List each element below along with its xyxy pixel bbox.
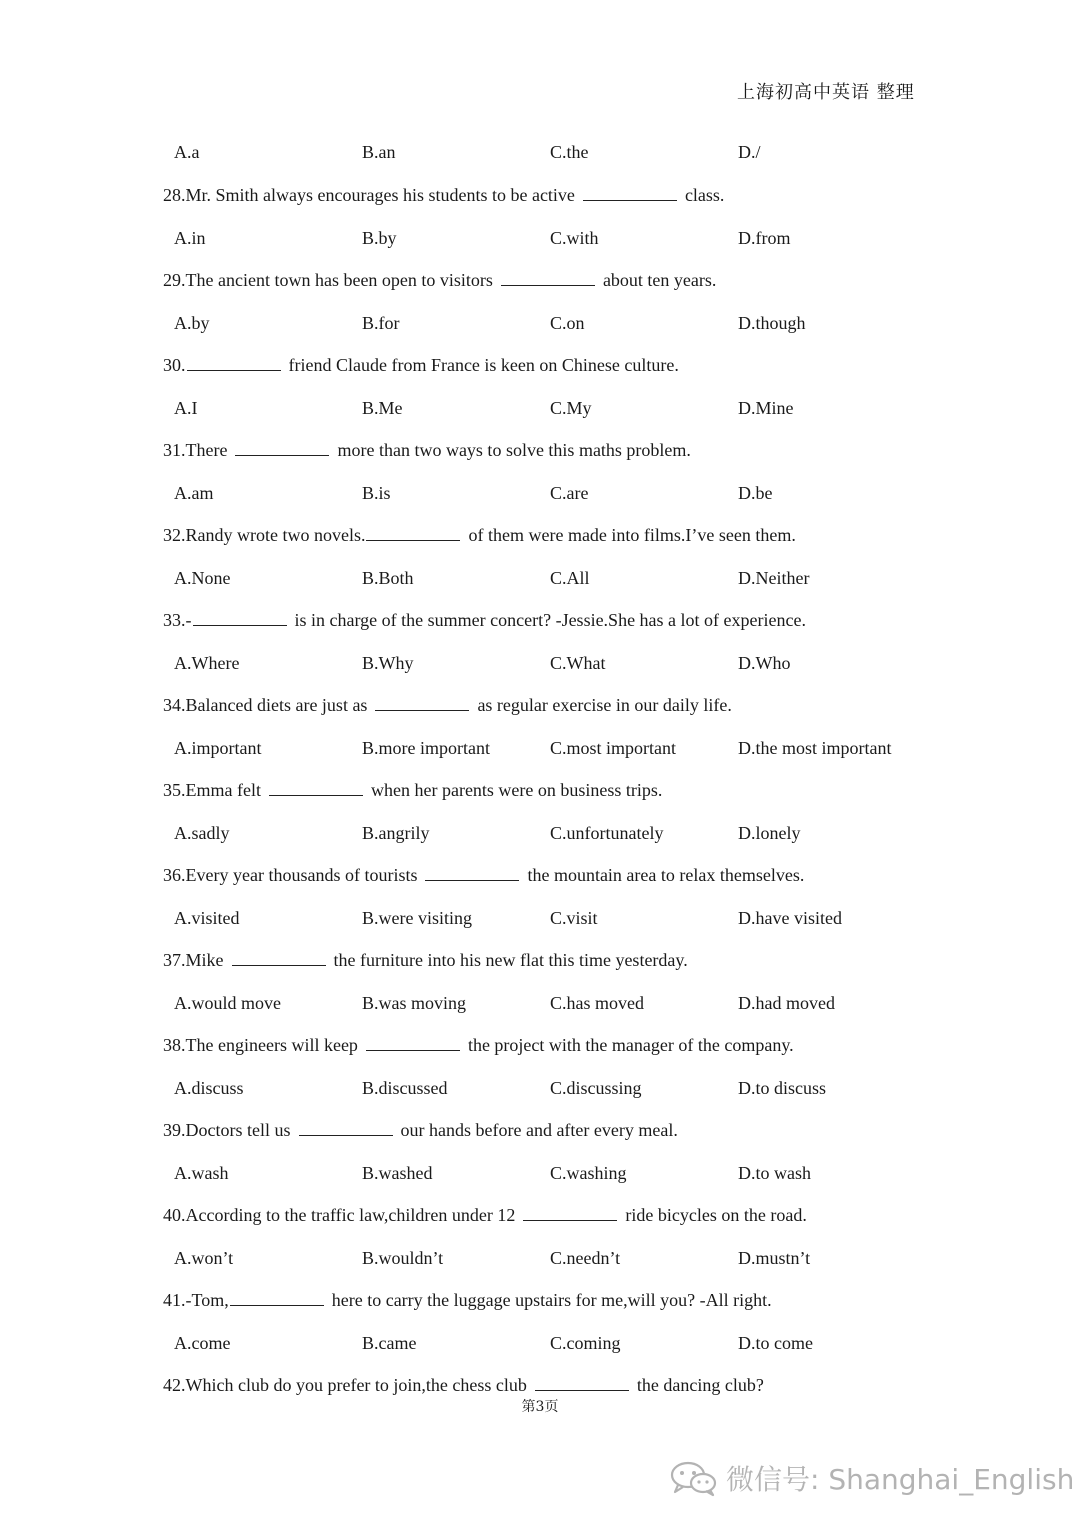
- question-continuation: of them were made into films.I’ve seen them.: [468, 525, 796, 545]
- option-c: C.unfortunately: [550, 823, 664, 843]
- option-d: D.had moved: [738, 993, 835, 1013]
- option-d: D.mustn’t: [738, 1248, 811, 1268]
- option-a: A.by: [174, 313, 210, 333]
- question-continuation: as regular exercise in our daily life.: [477, 695, 732, 715]
- question-stem: 32.Randy wrote two novels.: [163, 525, 366, 545]
- option-c: C.My: [550, 398, 592, 418]
- option-d: D.from: [738, 228, 791, 248]
- page-number: 第3页: [521, 1399, 559, 1415]
- question-line: [0, 180, 1080, 210]
- answer-blank[interactable]: [535, 1372, 629, 1391]
- option-a: A.in: [174, 228, 206, 248]
- option-c: C.with: [550, 228, 599, 248]
- question-line: [0, 775, 1080, 805]
- question-line: [0, 520, 1080, 550]
- option-d: D.to wash: [738, 1163, 811, 1183]
- option-a: A.would move: [174, 993, 281, 1013]
- answer-blank[interactable]: [366, 522, 460, 541]
- option-a: A.discuss: [174, 1078, 244, 1098]
- option-c: C.All: [550, 568, 590, 588]
- question-line: [0, 605, 1080, 635]
- option-c: C.visit: [550, 908, 598, 928]
- option-d: D.Neither: [738, 568, 810, 588]
- question-stem: 33.-: [163, 610, 192, 630]
- question-stem: 28.Mr. Smith always encourages his students to be active: [163, 185, 575, 205]
- question-continuation: more than two ways to solve this maths problem.: [337, 440, 691, 460]
- option-b: B.for: [362, 313, 400, 333]
- question-continuation: when her parents were on business trips.: [370, 780, 663, 800]
- answer-blank[interactable]: [299, 1117, 393, 1136]
- option-a: A.wash: [174, 1163, 229, 1183]
- option-row: [0, 988, 1080, 1018]
- option-d: D.have visited: [738, 908, 842, 928]
- question-continuation: friend Claude from France is keen on Chinese culture.: [288, 355, 679, 375]
- question-line: [0, 350, 1080, 380]
- option-row: [0, 1328, 1080, 1358]
- question-stem: 35.Emma felt: [163, 780, 261, 800]
- question-stem: 38.The engineers will keep: [163, 1035, 358, 1055]
- question-continuation: class.: [684, 185, 725, 205]
- option-row: [0, 308, 1080, 338]
- question-text: [163, 180, 724, 210]
- option-c: C.has moved: [550, 993, 644, 1013]
- answer-blank[interactable]: [187, 352, 281, 371]
- option-a: A.important: [174, 738, 262, 758]
- question-stem: 37.Mike: [163, 950, 224, 970]
- question-line: [0, 1030, 1080, 1060]
- question-text: [163, 265, 716, 295]
- wechat-icon: [668, 1459, 720, 1497]
- question-continuation: ride bicycles on the road.: [625, 1205, 807, 1225]
- question-line: [0, 1115, 1080, 1145]
- option-c: C.needn’t: [550, 1248, 621, 1268]
- option-row: [0, 393, 1080, 423]
- option-a: A.None: [174, 568, 231, 588]
- answer-blank[interactable]: [583, 182, 677, 201]
- option-b: B.were visiting: [362, 908, 472, 928]
- question-stem: 40.According to the traffic law,children under 12: [163, 1205, 516, 1225]
- question-stem: 34.Balanced diets are just as: [163, 695, 368, 715]
- page-header: 上海初高中英语 整理: [737, 82, 915, 103]
- question-continuation: is in charge of the summer concert? -Jessie.She has a lot of experience.: [294, 610, 806, 630]
- answer-blank[interactable]: [366, 1032, 460, 1051]
- option-a: A.I: [174, 398, 198, 418]
- question-stem: 30.: [163, 355, 186, 375]
- option-row: [0, 903, 1080, 933]
- option-a: A.won’t: [174, 1248, 234, 1268]
- question-line: [0, 860, 1080, 890]
- option-b: B.Both: [362, 568, 414, 588]
- question-stem: 29.The ancient town has been open to visitors: [163, 270, 493, 290]
- option-a: A.sadly: [174, 823, 230, 843]
- question-text: [163, 350, 679, 380]
- question-stem: 41.-Tom,: [163, 1290, 229, 1310]
- question-text: [163, 775, 662, 805]
- option-row: [0, 648, 1080, 678]
- option-b: B.by: [362, 228, 397, 248]
- option-d: D.to come: [738, 1333, 813, 1353]
- watermark-text: 微信号: Shanghai_English: [726, 1463, 1075, 1496]
- option-c: C.coming: [550, 1333, 621, 1353]
- answer-blank[interactable]: [501, 267, 595, 286]
- question-line: [0, 1285, 1080, 1315]
- question-text: [163, 860, 804, 890]
- option-c: C.the: [550, 142, 589, 162]
- option-c: C.discussing: [550, 1078, 642, 1098]
- option-row: [0, 223, 1080, 253]
- option-row: [0, 1243, 1080, 1273]
- option-a: A.Where: [174, 653, 240, 673]
- option-d: D.to discuss: [738, 1078, 827, 1098]
- question-line: [0, 690, 1080, 720]
- question-continuation: the furniture into his new flat this time yesterday.: [333, 950, 688, 970]
- option-b: B.angrily: [362, 823, 430, 843]
- answer-blank[interactable]: [375, 692, 469, 711]
- option-b: B.came: [362, 1333, 417, 1353]
- answer-blank[interactable]: [232, 947, 326, 966]
- question-text: [163, 1285, 772, 1315]
- answer-blank[interactable]: [523, 1202, 617, 1221]
- option-row: [0, 733, 1080, 763]
- option-row: [0, 1073, 1080, 1103]
- answer-blank[interactable]: [425, 862, 519, 881]
- option-c: C.What: [550, 653, 606, 673]
- option-a: A.come: [174, 1333, 231, 1353]
- option-b: B.Me: [362, 398, 403, 418]
- option-a: A.visited: [174, 908, 240, 928]
- question-continuation: the dancing club?: [636, 1375, 764, 1395]
- question-continuation: about ten years.: [602, 270, 717, 290]
- option-d: D./: [738, 142, 761, 162]
- question-text: [163, 1030, 794, 1060]
- option-c: C.washing: [550, 1163, 627, 1183]
- option-d: D.Mine: [738, 398, 794, 418]
- answer-blank[interactable]: [193, 607, 287, 626]
- option-d: D.though: [738, 313, 806, 333]
- option-row: [0, 478, 1080, 508]
- answer-blank[interactable]: [269, 777, 363, 796]
- option-b: B.is: [362, 483, 391, 503]
- option-b: B.discussed: [362, 1078, 448, 1098]
- option-row: [0, 818, 1080, 848]
- question-line: [0, 265, 1080, 295]
- question-text: [163, 945, 688, 975]
- question-line: [0, 945, 1080, 975]
- question-continuation: the mountain area to relax themselves.: [527, 865, 805, 885]
- question-text: [163, 1115, 678, 1145]
- question-stem: 42.Which club do you prefer to join,the chess club: [163, 1375, 527, 1395]
- option-b: B.more important: [362, 738, 490, 758]
- question-text: [163, 605, 806, 635]
- option-b: B.Why: [362, 653, 414, 673]
- question-text: [163, 1200, 807, 1230]
- option-b: B.an: [362, 142, 396, 162]
- question-line: [0, 435, 1080, 465]
- option-row: [0, 1158, 1080, 1188]
- watermark: [668, 1458, 1074, 1498]
- option-b: B.washed: [362, 1163, 433, 1183]
- option-d: D.lonely: [738, 823, 801, 843]
- option-d: D.the most important: [738, 738, 892, 758]
- option-row: [0, 563, 1080, 593]
- option-c: C.most important: [550, 738, 676, 758]
- option-b: B.was moving: [362, 993, 467, 1013]
- option-c: C.on: [550, 313, 585, 333]
- option-a: A.am: [174, 483, 214, 503]
- option-d: D.Who: [738, 653, 791, 673]
- option-b: B.wouldn’t: [362, 1248, 444, 1268]
- question-line: [0, 1200, 1080, 1230]
- option-d: D.be: [738, 483, 773, 503]
- question-continuation: our hands before and after every meal.: [400, 1120, 678, 1140]
- answer-blank[interactable]: [235, 437, 329, 456]
- question-stem: 31.There: [163, 440, 228, 460]
- answer-blank[interactable]: [230, 1287, 324, 1306]
- question-continuation: the project with the manager of the company.: [467, 1035, 794, 1055]
- option-row: [0, 137, 1080, 167]
- option-a: A.a: [174, 142, 200, 162]
- question-text: [163, 690, 732, 720]
- question-continuation: here to carry the luggage upstairs for me,will you? -All right.: [331, 1290, 772, 1310]
- option-c: C.are: [550, 483, 589, 503]
- question-stem: 36.Every year thousands of tourists: [163, 865, 418, 885]
- question-text: [163, 435, 691, 465]
- question-text: [163, 520, 796, 550]
- question-stem: 39.Doctors tell us: [163, 1120, 291, 1140]
